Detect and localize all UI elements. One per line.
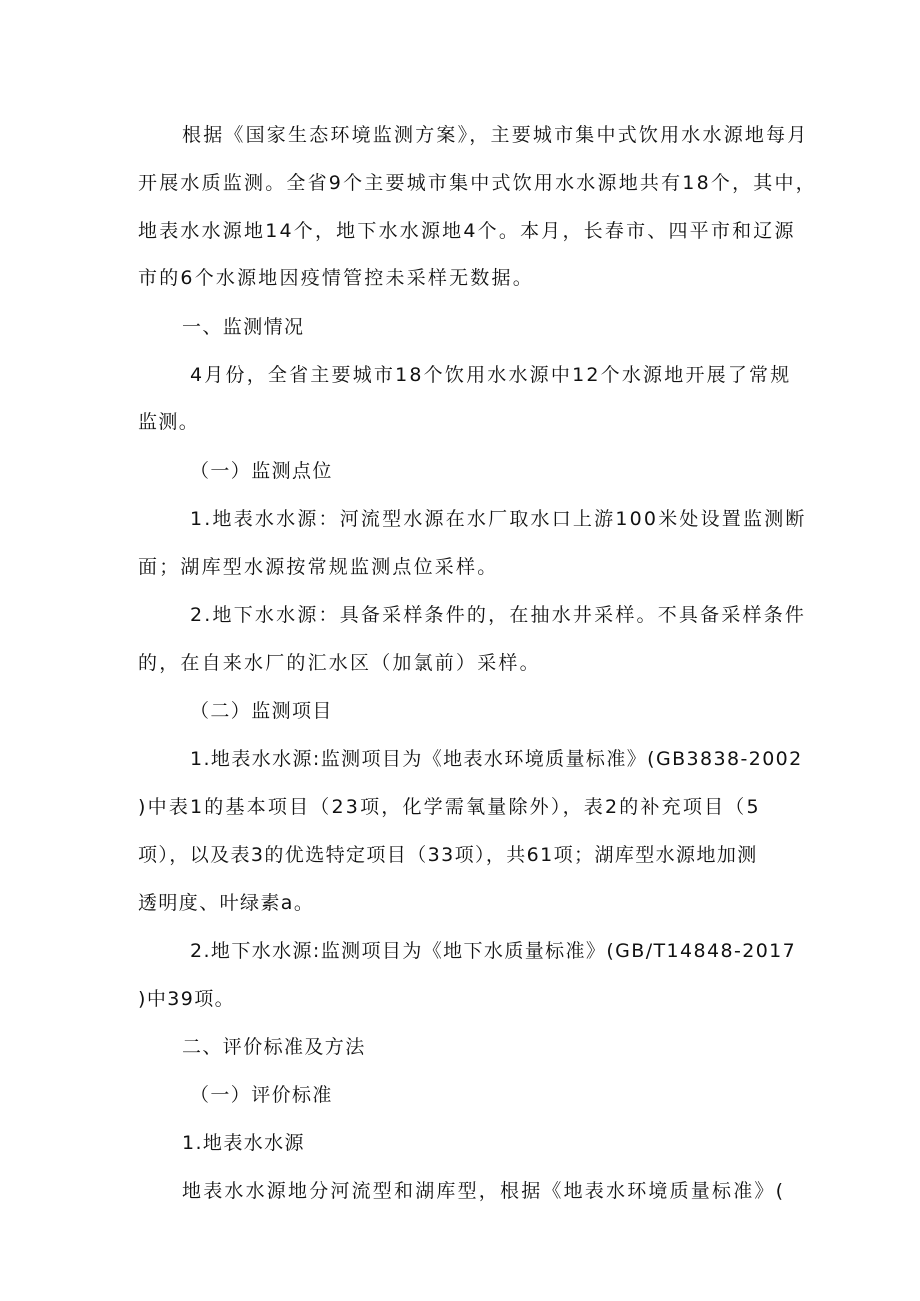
paragraph-items-surface-line-4: 透明度、叶绿素a。 — [138, 892, 315, 914]
heading-monitoring-situation: 一、监测情况 — [182, 316, 305, 338]
paragraph-intro-line-1: 根据《国家生态环境监测方案》，主要城市集中式饮用水水源地每月 — [182, 124, 809, 146]
paragraph-items-surface-line-1: 1.地表水水源:监测项目为《地表水环境质量标准》(GB3838-2002 — [190, 748, 803, 770]
paragraph-april-line-1: 4月份，全省主要城市18个饮用水水源中12个水源地开展了常规 — [190, 364, 792, 386]
paragraph-items-surface-line-2: )中表1的基本项目（23项，化学需氧量除外），表2的补充项目（5 — [138, 796, 761, 818]
subheading-surface-water-source: 1.地表水水源 — [182, 1132, 305, 1154]
paragraph-intro-line-4: 市的6个水源地因疫情管控未采样无数据。 — [138, 267, 534, 289]
paragraph-surface-water-line-2: 面；湖库型水源按常规监测点位采样。 — [138, 556, 499, 578]
subheading-monitoring-points: （一）监测点位 — [190, 460, 333, 482]
paragraph-intro-line-3: 地表水水源地14个，地下水水源地4个。本月，长春市、四平市和辽源 — [138, 220, 796, 242]
paragraph-intro-line-2: 开展水质监测。全省9个主要城市集中式饮用水水源地共有18个，其中， — [138, 172, 817, 194]
paragraph-ground-water-line-2: 的，在自来水厂的汇水区（加氯前）采样。 — [138, 652, 541, 674]
subheading-monitoring-items: （二）监测项目 — [190, 700, 333, 722]
paragraph-items-ground-line-2: )中39项。 — [138, 988, 235, 1010]
paragraph-items-ground-line-1: 2.地下水水源:监测项目为《地下水质量标准》(GB/T14848-2017 — [190, 940, 797, 962]
paragraph-surface-types-line-1: 地表水水源地分河流型和湖库型，根据《地表水环境质量标准》( — [182, 1180, 786, 1202]
subheading-evaluation-standard: （一）评价标准 — [190, 1084, 333, 1106]
heading-evaluation-standards: 二、评价标准及方法 — [182, 1036, 366, 1058]
paragraph-items-surface-line-3: 项），以及表3的优选特定项目（33项），共61项；湖库型水源地加测 — [138, 844, 758, 866]
paragraph-april-line-2: 监测。 — [138, 411, 200, 433]
paragraph-ground-water-line-1: 2.地下水水源：具备采样条件的，在抽水井采样。不具备采样条件 — [190, 604, 807, 626]
paragraph-surface-water-line-1: 1.地表水水源：河流型水源在水厂取水口上游100米处设置监测断 — [190, 508, 807, 530]
